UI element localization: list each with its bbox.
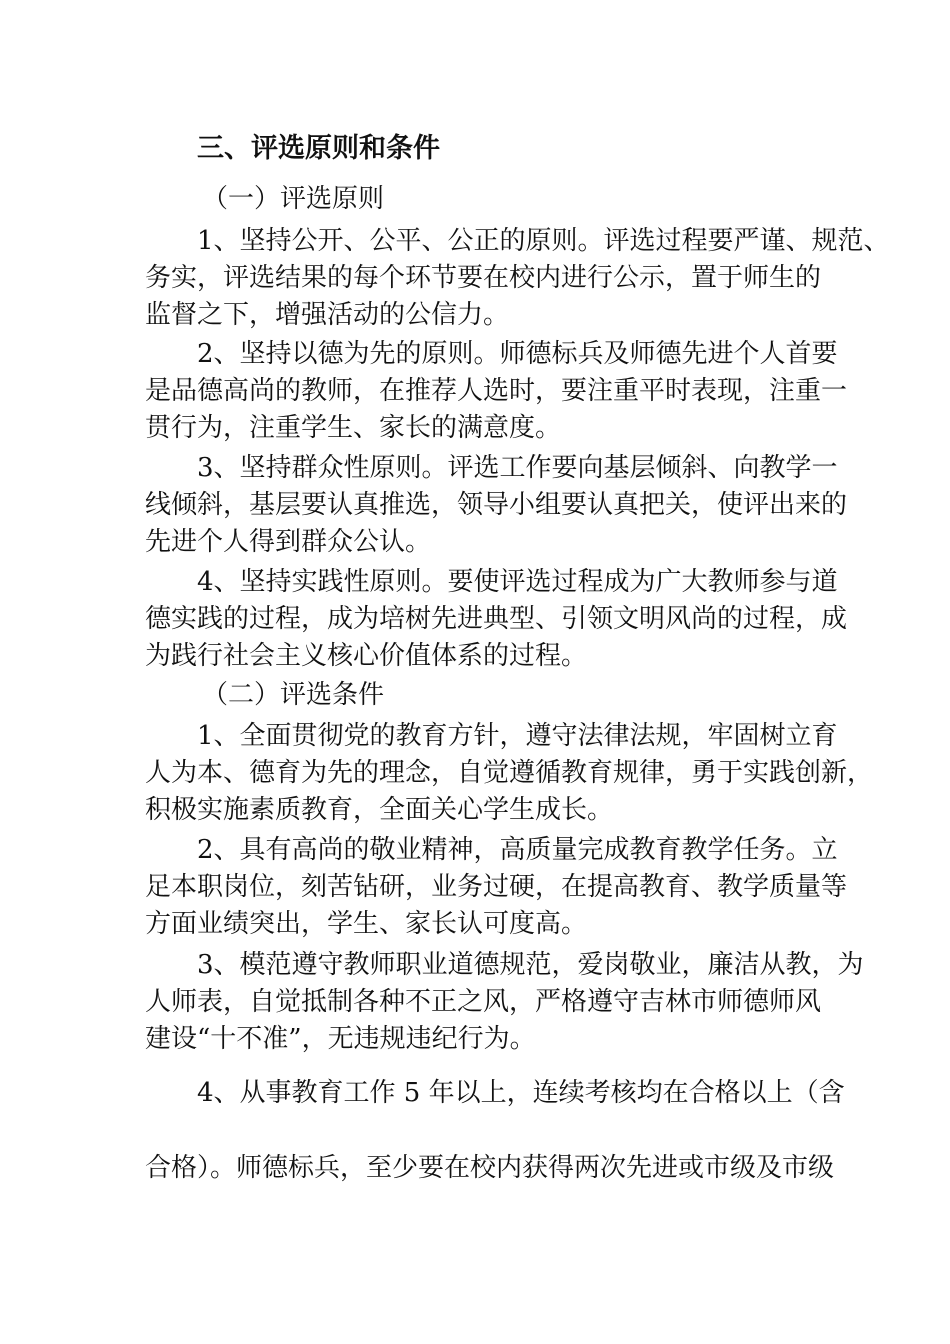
principle-4-line-3: 为践行社会主义核心价值体系的过程。	[145, 641, 588, 671]
section-heading: 三、评选原则和条件	[197, 133, 440, 164]
condition-1-line-3: 积极实施素质教育，全面关心学生成长。	[145, 795, 614, 825]
condition-1-line-2: 人为本、德育为先的理念，自觉遵循教育规律，勇于实践创新，	[145, 758, 874, 788]
conditions-heading: （二）评选条件	[202, 680, 385, 710]
principles-heading: （一）评选原则	[202, 184, 385, 214]
condition-2-line-3: 方面业绩突出，学生、家长认可度高。	[145, 909, 588, 939]
condition-3-line-3: 建设“十不准”，无违规违纪行为。	[145, 1024, 536, 1054]
condition-3-line-2: 人师表，自觉抵制各种不正之风，严格遵守吉林市师德师风	[145, 987, 822, 1017]
principle-1-line-3: 监督之下，增强活动的公信力。	[145, 300, 510, 330]
condition-4-line-2: 合格）。师德标兵，至少要在校内获得两次先进或市级及市级	[145, 1153, 835, 1183]
principle-3-line-1: 3、坚持群众性原则。评选工作要向基层倾斜、向教学一	[197, 453, 838, 483]
principle-2-line-3: 贯行为，注重学生、家长的满意度。	[145, 413, 562, 443]
principle-3-line-3: 先进个人得到群众公认。	[145, 527, 432, 557]
principle-4-line-2: 德实践的过程，成为培树先进典型、引领文明风尚的过程，成	[145, 604, 848, 634]
principle-1-line-1: 1、坚持公开、公平、公正的原则。评选过程要严谨、规范、	[197, 226, 890, 256]
condition-3-line-1: 3、模范遵守教师职业道德规范，爱岗敬业，廉洁从教，为	[197, 950, 864, 980]
principle-2-line-1: 2、坚持以德为先的原则。师德标兵及师德先进个人首要	[197, 339, 838, 369]
principle-2-line-2: 是品德高尚的教师，在推荐人选时，要注重平时表现，注重一	[145, 376, 848, 406]
principle-4-line-1: 4、坚持实践性原则。要使评选过程成为广大教师参与道	[197, 567, 838, 597]
principle-1-line-2: 务实，评选结果的每个环节要在校内进行公示，置于师生的	[145, 263, 822, 293]
condition-2-line-2: 足本职岗位，刻苦钻研，业务过硬，在提高教育、教学质量等	[145, 872, 848, 902]
condition-1-line-1: 1、全面贯彻党的教育方针，遵守法律法规，牢固树立育	[197, 721, 838, 751]
condition-2-line-1: 2、具有高尚的敬业精神，高质量完成教育教学任务。立	[197, 835, 838, 865]
principle-3-line-2: 线倾斜，基层要认真推选，领导小组要认真把关，使评出来的	[145, 490, 848, 520]
condition-4-line-1: 4、从事教育工作 5 年以上，连续考核均在合格以上（含	[197, 1078, 845, 1108]
